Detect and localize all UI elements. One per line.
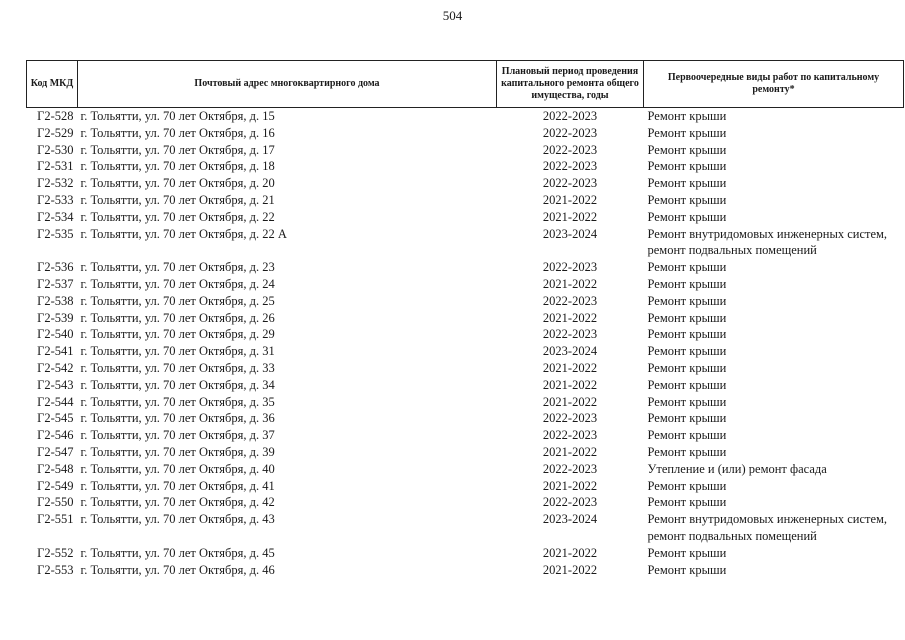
period-cell: 2022-2023 [542, 327, 598, 342]
works-cell [644, 142, 904, 159]
header-works: Первоочередные виды работ по капитальному ремонту* [644, 61, 904, 108]
works-cell [644, 310, 904, 327]
mkd-code-cell: Г2-532 [37, 176, 74, 191]
mkd-code-cell: Г2-528 [37, 109, 74, 123]
mkd-code-cell: Г2-533 [37, 192, 74, 207]
mkd-code-cell: Г2-546 [37, 428, 74, 443]
mkd-code-cell: Г2-545 [37, 411, 74, 426]
period-cell: 2022-2023 [542, 109, 598, 123]
table-row [27, 158, 904, 175]
address-cell: г. Тольятти, ул. 70 лет Октября, д. 20 [80, 176, 275, 191]
period-cell: 2022-2023 [542, 260, 598, 275]
address-cell: г. Тольятти, ул. 70 лет Октября, д. 43 [80, 512, 275, 527]
works-cell [644, 192, 904, 209]
works-line: Ремонт внутридомовых инженерных систем, [647, 512, 888, 527]
address-cell: г. Тольятти, ул. 70 лет Октября, д. 21 [80, 192, 275, 207]
table-row [27, 394, 904, 411]
period-cell: 2021-2022 [542, 209, 598, 224]
works-line: Ремонт крыши [647, 293, 727, 308]
table-row [27, 175, 904, 192]
address-cell: г. Тольятти, ул. 70 лет Октября, д. 35 [80, 394, 275, 409]
works-cell [644, 494, 904, 511]
works-line: Ремонт крыши [647, 260, 727, 275]
address-cell: г. Тольятти, ул. 70 лет Октября, д. 40 [80, 461, 275, 476]
period-cell: 2023-2024 [542, 512, 598, 527]
address-cell: г. Тольятти, ул. 70 лет Октября, д. 31 [80, 344, 275, 359]
address-cell: г. Тольятти, ул. 70 лет Октября, д. 29 [80, 327, 275, 342]
address-cell: г. Тольятти, ул. 70 лет Октября, д. 22 [80, 209, 275, 224]
works-cell [644, 175, 904, 192]
table-row [27, 461, 904, 478]
table-row [27, 343, 904, 360]
mkd-code-cell: Г2-538 [37, 293, 74, 308]
works-line: ремонт подвальных помещений [647, 528, 817, 543]
mkd-code-cell: Г2-536 [37, 260, 74, 275]
works-line: Ремонт крыши [647, 176, 727, 191]
works-line: Ремонт крыши [647, 411, 727, 426]
works-cell [644, 259, 904, 276]
mkd-code-cell: Г2-551 [37, 512, 74, 527]
table-row [27, 108, 904, 125]
address-cell: г. Тольятти, ул. 70 лет Октября, д. 37 [80, 428, 275, 443]
address-cell: г. Тольятти, ул. 70 лет Октября, д. 23 [80, 260, 275, 275]
period-cell: 2021-2022 [542, 444, 598, 459]
mkd-code-cell: Г2-550 [37, 495, 74, 510]
period-cell: 2021-2022 [542, 360, 598, 375]
address-cell: г. Тольятти, ул. 70 лет Октября, д. 26 [80, 310, 275, 325]
works-cell [644, 478, 904, 495]
period-cell: 2021-2022 [542, 310, 598, 325]
table-row [27, 209, 904, 226]
works-line: Ремонт крыши [647, 478, 727, 493]
works-cell [644, 276, 904, 293]
header-code: Код МКД [27, 61, 78, 108]
table-row [27, 310, 904, 327]
mkd-code-cell: Г2-534 [37, 209, 74, 224]
address-cell: г. Тольятти, ул. 70 лет Октября, д. 33 [80, 360, 275, 375]
address-cell: г. Тольятти, ул. 70 лет Октября, д. 24 [80, 276, 275, 291]
mkd-code-cell: Г2-529 [37, 125, 74, 140]
works-line: Ремонт крыши [647, 142, 727, 157]
works-line: Ремонт крыши [647, 109, 727, 123]
works-line: Ремонт крыши [647, 394, 727, 409]
works-line: Ремонт крыши [647, 192, 727, 207]
address-cell: г. Тольятти, ул. 70 лет Октября, д. 46 [80, 562, 275, 577]
works-cell [644, 444, 904, 461]
address-cell: г. Тольятти, ул. 70 лет Октября, д. 42 [80, 495, 275, 510]
table-row [27, 226, 904, 260]
period-cell: 2022-2023 [542, 293, 598, 308]
works-line: Ремонт крыши [647, 276, 727, 291]
works-line: Ремонт крыши [647, 545, 727, 560]
table-row [27, 259, 904, 276]
table-row [27, 192, 904, 209]
works-line: Ремонт крыши [647, 125, 727, 140]
table-row [27, 562, 904, 579]
table-row [27, 494, 904, 511]
address-cell: г. Тольятти, ул. 70 лет Октября, д. 22 А [80, 226, 287, 241]
works-cell [644, 511, 904, 545]
period-cell: 2022-2023 [542, 411, 598, 426]
works-line: Ремонт крыши [647, 159, 727, 174]
works-cell [644, 427, 904, 444]
works-line: Ремонт крыши [647, 444, 727, 459]
works-line: Ремонт крыши [647, 428, 727, 443]
period-cell: 2021-2022 [542, 276, 598, 291]
mkd-code-cell: Г2-530 [37, 142, 74, 157]
mkd-code-cell: Г2-544 [37, 394, 74, 409]
address-cell: г. Тольятти, ул. 70 лет Октября, д. 17 [80, 142, 275, 157]
works-cell [644, 125, 904, 142]
table-row [27, 478, 904, 495]
table-body [27, 108, 904, 579]
mkd-code-cell: Г2-552 [37, 545, 74, 560]
works-line: Ремонт внутридомовых инженерных систем, [647, 226, 888, 241]
address-cell: г. Тольятти, ул. 70 лет Октября, д. 18 [80, 159, 275, 174]
period-cell: 2023-2024 [542, 344, 598, 359]
works-cell [644, 562, 904, 579]
mkd-code-cell: Г2-553 [37, 562, 74, 577]
works-cell [644, 410, 904, 427]
period-cell: 2022-2023 [542, 125, 598, 140]
address-cell: г. Тольятти, ул. 70 лет Октября, д. 36 [80, 411, 275, 426]
period-cell: 2022-2023 [542, 428, 598, 443]
works-cell [644, 326, 904, 343]
mkd-code-cell: Г2-540 [37, 327, 74, 342]
works-line: Ремонт крыши [647, 209, 727, 224]
table-row [27, 276, 904, 293]
address-cell: г. Тольятти, ул. 70 лет Октября, д. 16 [80, 125, 275, 140]
works-cell [644, 394, 904, 411]
works-line: Ремонт крыши [647, 377, 727, 392]
header-address: Почтовый адрес многоквартирного дома [78, 61, 497, 108]
period-cell: 2021-2022 [542, 562, 598, 577]
works-cell [644, 461, 904, 478]
works-cell [644, 377, 904, 394]
works-cell [644, 360, 904, 377]
table-header [27, 61, 904, 108]
works-line: Утепление и (или) ремонт фасада [647, 461, 827, 476]
works-line: ремонт подвальных помещений [647, 243, 817, 258]
address-cell: г. Тольятти, ул. 70 лет Октября, д. 25 [80, 293, 275, 308]
works-line: Ремонт крыши [647, 495, 727, 510]
table-row [27, 360, 904, 377]
table-row [27, 427, 904, 444]
table-row [27, 545, 904, 562]
period-cell: 2022-2023 [542, 461, 598, 476]
period-cell: 2022-2023 [542, 495, 598, 510]
period-cell: 2021-2022 [542, 545, 598, 560]
mkd-code-cell: Г2-542 [37, 360, 74, 375]
works-line: Ремонт крыши [647, 310, 727, 325]
mkd-code-cell: Г2-547 [37, 444, 74, 459]
works-line: Ремонт крыши [647, 344, 727, 359]
mkd-code-cell: Г2-549 [37, 478, 74, 493]
header-row [27, 61, 904, 108]
table-row [27, 326, 904, 343]
repair-schedule-table [26, 60, 904, 578]
works-cell [644, 209, 904, 226]
table-row [27, 444, 904, 461]
works-cell [644, 226, 904, 260]
works-cell [644, 343, 904, 360]
mkd-code-cell: Г2-548 [37, 461, 74, 476]
header-period: Плановый период проведения капитального ремонта общего имущества, годы [497, 61, 644, 108]
period-cell: 2022-2023 [542, 176, 598, 191]
address-cell: г. Тольятти, ул. 70 лет Октября, д. 15 [80, 109, 275, 123]
period-cell: 2021-2022 [542, 377, 598, 392]
table-row [27, 511, 904, 545]
table-row [27, 125, 904, 142]
period-cell: 2022-2023 [542, 142, 598, 157]
address-cell: г. Тольятти, ул. 70 лет Октября, д. 39 [80, 444, 275, 459]
period-cell: 2021-2022 [542, 478, 598, 493]
table-row [27, 410, 904, 427]
mkd-code-cell: Г2-531 [37, 159, 74, 174]
address-cell: г. Тольятти, ул. 70 лет Октября, д. 34 [80, 377, 275, 392]
table-row [27, 142, 904, 159]
mkd-code-cell: Г2-539 [37, 310, 74, 325]
works-cell [644, 108, 904, 125]
address-cell: г. Тольятти, ул. 70 лет Октября, д. 45 [80, 545, 275, 560]
table-row [27, 377, 904, 394]
table-row [27, 293, 904, 310]
period-cell: 2021-2022 [542, 192, 598, 207]
works-cell [644, 158, 904, 175]
works-line: Ремонт крыши [647, 327, 727, 342]
period-cell: 2022-2023 [542, 159, 598, 174]
mkd-code-cell: Г2-537 [37, 276, 74, 291]
period-cell: 2023-2024 [542, 226, 598, 241]
works-cell [644, 545, 904, 562]
address-cell: г. Тольятти, ул. 70 лет Октября, д. 41 [80, 478, 275, 493]
mkd-code-cell: Г2-543 [37, 377, 74, 392]
works-line: Ремонт крыши [647, 562, 727, 577]
works-cell [644, 293, 904, 310]
works-line: Ремонт крыши [647, 360, 727, 375]
mkd-code-cell: Г2-541 [37, 344, 74, 359]
page-number: 504 [442, 8, 463, 23]
mkd-code-cell: Г2-535 [37, 226, 74, 241]
period-cell: 2021-2022 [542, 394, 598, 409]
